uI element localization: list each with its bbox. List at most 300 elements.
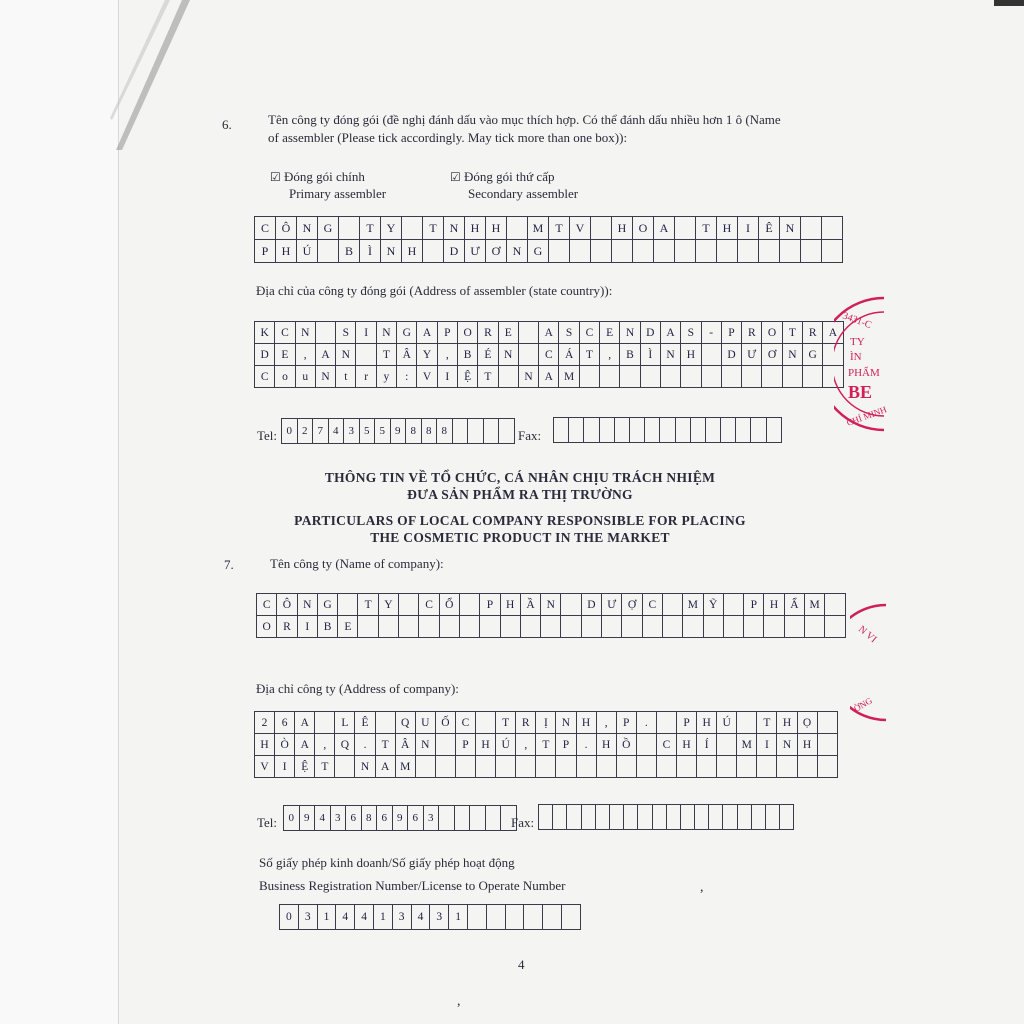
grid-cell[interactable] [415,756,435,778]
grid-cell[interactable]: V [255,756,275,778]
grid-cell[interactable]: C [455,712,475,734]
grid-cell[interactable]: A [295,734,315,756]
grid-cell[interactable]: Ọ [797,712,817,734]
grid-cell[interactable]: Y [417,344,437,366]
grid-cell[interactable]: T [358,594,378,616]
grid-cell[interactable]: I [356,322,376,344]
grid-cell[interactable]: , [315,734,335,756]
grid-cell[interactable]: Ò [275,734,295,756]
grid-cell[interactable]: , [295,344,315,366]
grid-cell[interactable]: S [681,322,701,344]
grid-cell[interactable]: O [257,616,277,638]
grid-cell[interactable] [570,240,591,263]
grid-cell[interactable]: Q [395,712,415,734]
grid-cell[interactable]: C [579,322,599,344]
grid-cell[interactable]: 8 [437,419,453,444]
assembler-tel-grid[interactable] [281,418,515,444]
grid-cell[interactable]: B [620,344,640,366]
grid-cell[interactable]: o [275,366,295,388]
grid-cell[interactable] [784,616,804,638]
grid-cell[interactable]: Ệ [457,366,477,388]
grid-cell[interactable]: C [656,734,676,756]
grid-cell[interactable]: M [805,594,825,616]
grid-cell[interactable]: D [255,344,275,366]
grid-cell[interactable] [817,734,837,756]
grid-cell[interactable]: Ệ [295,756,315,778]
grid-cell[interactable] [703,616,723,638]
grid-cell[interactable]: I [297,616,317,638]
grid-cell[interactable]: Y [378,594,398,616]
grid-cell[interactable] [751,805,765,830]
grid-cell[interactable] [561,616,581,638]
grid-cell[interactable]: 0 [284,806,300,831]
grid-cell[interactable]: H [676,734,696,756]
grid-cell[interactable] [742,366,762,388]
grid-cell[interactable]: V [570,217,591,240]
registration-number-grid[interactable] [279,904,581,930]
grid-cell[interactable]: 3 [423,806,439,831]
grid-cell[interactable]: N [355,756,375,778]
grid-cell[interactable] [518,344,538,366]
grid-cell[interactable]: 8 [421,419,437,444]
grid-cell[interactable]: D [581,594,601,616]
grid-cell[interactable]: I [275,756,295,778]
grid-cell[interactable] [751,418,766,443]
grid-cell[interactable] [721,418,736,443]
grid-cell[interactable] [777,756,797,778]
grid-cell[interactable]: 0 [280,905,299,930]
grid-cell[interactable] [817,756,837,778]
grid-cell[interactable] [633,240,654,263]
grid-cell[interactable]: Á [559,344,579,366]
grid-cell[interactable]: N [297,217,318,240]
grid-cell[interactable]: Ì [360,240,381,263]
grid-cell[interactable]: I [437,366,457,388]
grid-cell[interactable]: N [556,712,576,734]
grid-cell[interactable] [520,616,540,638]
grid-cell[interactable] [717,240,738,263]
grid-cell[interactable]: N [297,594,317,616]
grid-cell[interactable] [480,616,500,638]
grid-cell[interactable] [315,322,335,344]
grid-cell[interactable]: Ú [297,240,318,263]
grid-cell[interactable] [723,616,743,638]
grid-cell[interactable]: Ì [640,344,660,366]
grid-cell[interactable]: B [317,616,337,638]
grid-cell[interactable]: Ầ [520,594,540,616]
grid-cell[interactable] [638,805,652,830]
grid-cell[interactable] [656,756,676,778]
grid-cell[interactable] [454,806,470,831]
grid-cell[interactable]: O [762,322,782,344]
grid-cell[interactable] [483,419,499,444]
grid-cell[interactable]: A [295,712,315,734]
grid-cell[interactable] [584,418,599,443]
grid-cell[interactable] [600,366,620,388]
grid-cell[interactable]: M [559,366,579,388]
grid-cell[interactable]: C [539,344,559,366]
company-fax-grid[interactable] [538,804,794,830]
grid-cell[interactable] [435,756,455,778]
grid-cell[interactable]: . [636,712,656,734]
grid-cell[interactable]: P [455,734,475,756]
grid-cell[interactable]: . [355,734,375,756]
grid-cell[interactable] [654,240,675,263]
grid-cell[interactable]: A [654,217,675,240]
grid-cell[interactable]: Ú [496,734,516,756]
grid-cell[interactable] [723,805,737,830]
grid-cell[interactable] [470,806,486,831]
grid-cell[interactable]: 6 [275,712,295,734]
grid-cell[interactable]: D [640,322,660,344]
grid-cell[interactable]: H [465,217,486,240]
grid-cell[interactable] [485,806,501,831]
grid-cell[interactable]: R [516,712,536,734]
assembler-name-grid[interactable] [254,216,843,263]
grid-cell[interactable] [536,756,556,778]
grid-cell[interactable] [681,366,701,388]
grid-cell[interactable] [356,344,376,366]
grid-cell[interactable]: P [744,594,764,616]
grid-cell[interactable]: E [498,322,518,344]
grid-cell[interactable]: C [642,594,662,616]
grid-cell[interactable]: Â [395,734,415,756]
grid-cell[interactable] [744,616,764,638]
grid-cell[interactable] [543,905,562,930]
grid-cell[interactable] [399,594,419,616]
grid-cell[interactable] [680,805,694,830]
grid-cell[interactable] [636,734,656,756]
grid-cell[interactable] [683,616,703,638]
assembler-fax-grid[interactable] [553,417,782,443]
grid-cell[interactable]: N [336,344,356,366]
grid-cell[interactable]: N [498,344,518,366]
checkbox-checked-icon[interactable]: ☑ [270,170,281,184]
grid-cell[interactable] [717,756,737,778]
grid-cell[interactable]: D [444,240,465,263]
grid-cell[interactable]: H [255,734,275,756]
grid-cell[interactable]: I [757,734,777,756]
grid-cell[interactable] [624,805,638,830]
grid-cell[interactable]: C [275,322,295,344]
grid-cell[interactable]: R [742,322,762,344]
grid-cell[interactable] [766,418,781,443]
grid-cell[interactable]: 3 [330,806,346,831]
grid-cell[interactable]: 6 [377,806,393,831]
grid-cell[interactable] [690,418,705,443]
grid-cell[interactable]: Í [697,734,717,756]
grid-cell[interactable] [576,756,596,778]
grid-cell[interactable]: N [507,240,528,263]
grid-cell[interactable] [660,366,680,388]
grid-cell[interactable] [579,366,599,388]
grid-cell[interactable] [825,616,845,638]
grid-cell[interactable]: Ổ [439,594,459,616]
grid-cell[interactable]: N [660,344,680,366]
grid-cell[interactable]: N [415,734,435,756]
grid-cell[interactable]: T [579,344,599,366]
grid-cell[interactable] [636,756,656,778]
grid-cell[interactable]: Ê [355,712,375,734]
grid-cell[interactable] [697,756,717,778]
grid-cell[interactable]: Ú [717,712,737,734]
company-address-grid[interactable] [254,711,838,778]
grid-cell[interactable] [797,756,817,778]
grid-cell[interactable]: N [620,322,640,344]
grid-cell[interactable] [656,712,676,734]
grid-cell[interactable]: S [336,322,356,344]
grid-cell[interactable]: Ỹ [703,594,723,616]
grid-cell[interactable]: Ư [602,594,622,616]
grid-cell[interactable]: 1 [317,905,336,930]
grid-cell[interactable]: Ô [276,217,297,240]
secondary-assembler-option[interactable] [450,168,554,186]
grid-cell[interactable]: 3 [344,419,360,444]
grid-cell[interactable]: P [616,712,636,734]
grid-cell[interactable] [620,366,640,388]
grid-cell[interactable]: G [318,217,339,240]
grid-cell[interactable] [660,418,675,443]
grid-cell[interactable] [614,418,629,443]
grid-cell[interactable] [358,616,378,638]
grid-cell[interactable]: 1 [449,905,468,930]
grid-cell[interactable]: T [478,366,498,388]
grid-cell[interactable] [676,756,696,778]
grid-cell[interactable] [561,905,580,930]
grid-cell[interactable]: T [549,217,570,240]
grid-cell[interactable] [496,756,516,778]
grid-cell[interactable]: H [486,217,507,240]
grid-cell[interactable]: Y [381,217,402,240]
grid-cell[interactable] [498,366,518,388]
grid-cell[interactable]: : [397,366,417,388]
grid-cell[interactable]: B [339,240,360,263]
grid-cell[interactable]: T [496,712,516,734]
grid-cell[interactable] [596,756,616,778]
grid-cell[interactable]: 2 [255,712,275,734]
grid-cell[interactable]: P [480,594,500,616]
grid-cell[interactable] [402,217,423,240]
grid-cell[interactable]: A [539,322,559,344]
grid-cell[interactable]: , [516,734,536,756]
grid-cell[interactable]: 9 [390,419,406,444]
grid-cell[interactable] [435,734,455,756]
grid-cell[interactable] [616,756,636,778]
grid-cell[interactable]: N [777,734,797,756]
grid-cell[interactable]: Ơ [762,344,782,366]
grid-cell[interactable]: P [721,322,741,344]
grid-cell[interactable]: R [803,322,823,344]
grid-cell[interactable]: C [419,594,439,616]
grid-cell[interactable] [561,594,581,616]
grid-cell[interactable]: Ợ [622,594,642,616]
grid-cell[interactable] [516,756,536,778]
grid-cell[interactable]: I [738,217,759,240]
grid-cell[interactable]: Â [397,344,417,366]
grid-cell[interactable] [705,418,720,443]
grid-cell[interactable]: M [395,756,415,778]
grid-cell[interactable] [595,805,609,830]
grid-cell[interactable]: R [277,616,297,638]
grid-cell[interactable]: 8 [361,806,377,831]
grid-cell[interactable] [378,616,398,638]
grid-cell[interactable] [581,616,601,638]
grid-cell[interactable] [455,756,475,778]
grid-cell[interactable] [723,594,743,616]
grid-cell[interactable] [737,712,757,734]
grid-cell[interactable]: Ô [277,594,297,616]
grid-cell[interactable] [609,805,623,830]
grid-cell[interactable]: H [797,734,817,756]
grid-cell[interactable]: 1 [373,905,392,930]
grid-cell[interactable]: , [437,344,457,366]
grid-cell[interactable] [805,616,825,638]
grid-cell[interactable]: 5 [375,419,391,444]
grid-cell[interactable] [315,712,335,734]
grid-cell[interactable]: D [721,344,741,366]
grid-cell[interactable]: H [697,712,717,734]
grid-cell[interactable]: E [338,616,358,638]
grid-cell[interactable]: 4 [328,419,344,444]
grid-cell[interactable] [459,594,479,616]
grid-cell[interactable] [822,217,843,240]
grid-cell[interactable]: T [696,217,717,240]
company-tel-grid[interactable] [283,805,517,831]
grid-cell[interactable]: S [559,322,579,344]
grid-cell[interactable]: É [478,344,498,366]
grid-cell[interactable]: A [315,344,335,366]
grid-cell[interactable] [612,240,633,263]
grid-cell[interactable] [318,240,339,263]
grid-cell[interactable]: T [757,712,777,734]
grid-cell[interactable]: T [360,217,381,240]
grid-cell[interactable]: H [476,734,496,756]
grid-cell[interactable]: N [782,344,802,366]
grid-cell[interactable]: O [633,217,654,240]
grid-cell[interactable] [738,240,759,263]
grid-cell[interactable] [825,594,845,616]
grid-cell[interactable]: C [255,217,276,240]
grid-cell[interactable] [375,712,395,734]
grid-cell[interactable] [602,616,622,638]
grid-cell[interactable]: y [376,366,396,388]
grid-cell[interactable] [439,616,459,638]
grid-cell[interactable]: Q [335,734,355,756]
grid-cell[interactable]: 3 [392,905,411,930]
grid-cell[interactable]: Ị [536,712,556,734]
grid-cell[interactable]: 9 [392,806,408,831]
grid-cell[interactable] [419,616,439,638]
grid-cell[interactable] [759,240,780,263]
grid-cell[interactable] [642,616,662,638]
grid-cell[interactable]: T [423,217,444,240]
grid-cell[interactable]: G [803,344,823,366]
grid-cell[interactable]: E [600,322,620,344]
grid-cell[interactable] [499,419,515,444]
grid-cell[interactable] [591,217,612,240]
grid-cell[interactable]: G [528,240,549,263]
grid-cell[interactable] [439,806,455,831]
grid-cell[interactable] [399,616,419,638]
grid-cell[interactable] [817,712,837,734]
grid-cell[interactable]: Ư [465,240,486,263]
grid-cell[interactable] [675,240,696,263]
grid-cell[interactable] [780,805,794,830]
grid-cell[interactable] [423,240,444,263]
grid-cell[interactable] [569,418,584,443]
grid-cell[interactable]: 4 [315,806,331,831]
grid-cell[interactable] [556,756,576,778]
grid-cell[interactable] [695,805,709,830]
grid-cell[interactable] [803,366,823,388]
grid-cell[interactable]: H [596,734,616,756]
grid-cell[interactable] [599,418,614,443]
grid-cell[interactable]: M [683,594,703,616]
grid-cell[interactable] [507,217,528,240]
grid-cell[interactable] [801,240,822,263]
grid-cell[interactable]: H [276,240,297,263]
grid-cell[interactable] [459,616,479,638]
grid-cell[interactable]: N [780,217,801,240]
grid-cell[interactable]: H [612,217,633,240]
grid-cell[interactable] [549,240,570,263]
grid-cell[interactable]: H [777,712,797,734]
grid-cell[interactable]: R [478,322,498,344]
grid-cell[interactable]: 3 [298,905,317,930]
grid-cell[interactable] [766,805,780,830]
grid-cell[interactable]: V [417,366,437,388]
grid-cell[interactable]: G [317,594,337,616]
grid-cell[interactable]: P [556,734,576,756]
grid-cell[interactable]: A [375,756,395,778]
grid-cell[interactable]: 4 [355,905,374,930]
grid-cell[interactable] [500,616,520,638]
grid-cell[interactable]: T [536,734,556,756]
grid-cell[interactable]: Ồ [616,734,636,756]
grid-cell[interactable]: G [397,322,417,344]
grid-cell[interactable] [622,616,642,638]
grid-cell[interactable] [717,734,737,756]
grid-cell[interactable]: , [596,712,616,734]
grid-cell[interactable] [539,805,553,830]
grid-cell[interactable] [662,616,682,638]
grid-cell[interactable] [476,712,496,734]
company-name-grid[interactable] [256,593,846,638]
assembler-address-grid[interactable] [254,321,844,388]
grid-cell[interactable] [737,756,757,778]
grid-cell[interactable]: C [255,366,275,388]
grid-cell[interactable]: N [315,366,335,388]
grid-cell[interactable] [505,905,524,930]
grid-cell[interactable]: P [676,712,696,734]
grid-cell[interactable]: . [576,734,596,756]
grid-cell[interactable] [737,805,751,830]
grid-cell[interactable] [567,805,581,830]
grid-cell[interactable] [721,366,741,388]
grid-cell[interactable] [339,217,360,240]
grid-cell[interactable] [701,344,721,366]
grid-cell[interactable]: C [257,594,277,616]
grid-cell[interactable] [452,419,468,444]
grid-cell[interactable]: P [437,322,457,344]
grid-cell[interactable]: , [600,344,620,366]
grid-cell[interactable] [696,240,717,263]
grid-cell[interactable] [801,217,822,240]
grid-cell[interactable]: 4 [336,905,355,930]
grid-cell[interactable]: - [701,322,721,344]
grid-cell[interactable]: A [660,322,680,344]
grid-cell[interactable]: E [275,344,295,366]
